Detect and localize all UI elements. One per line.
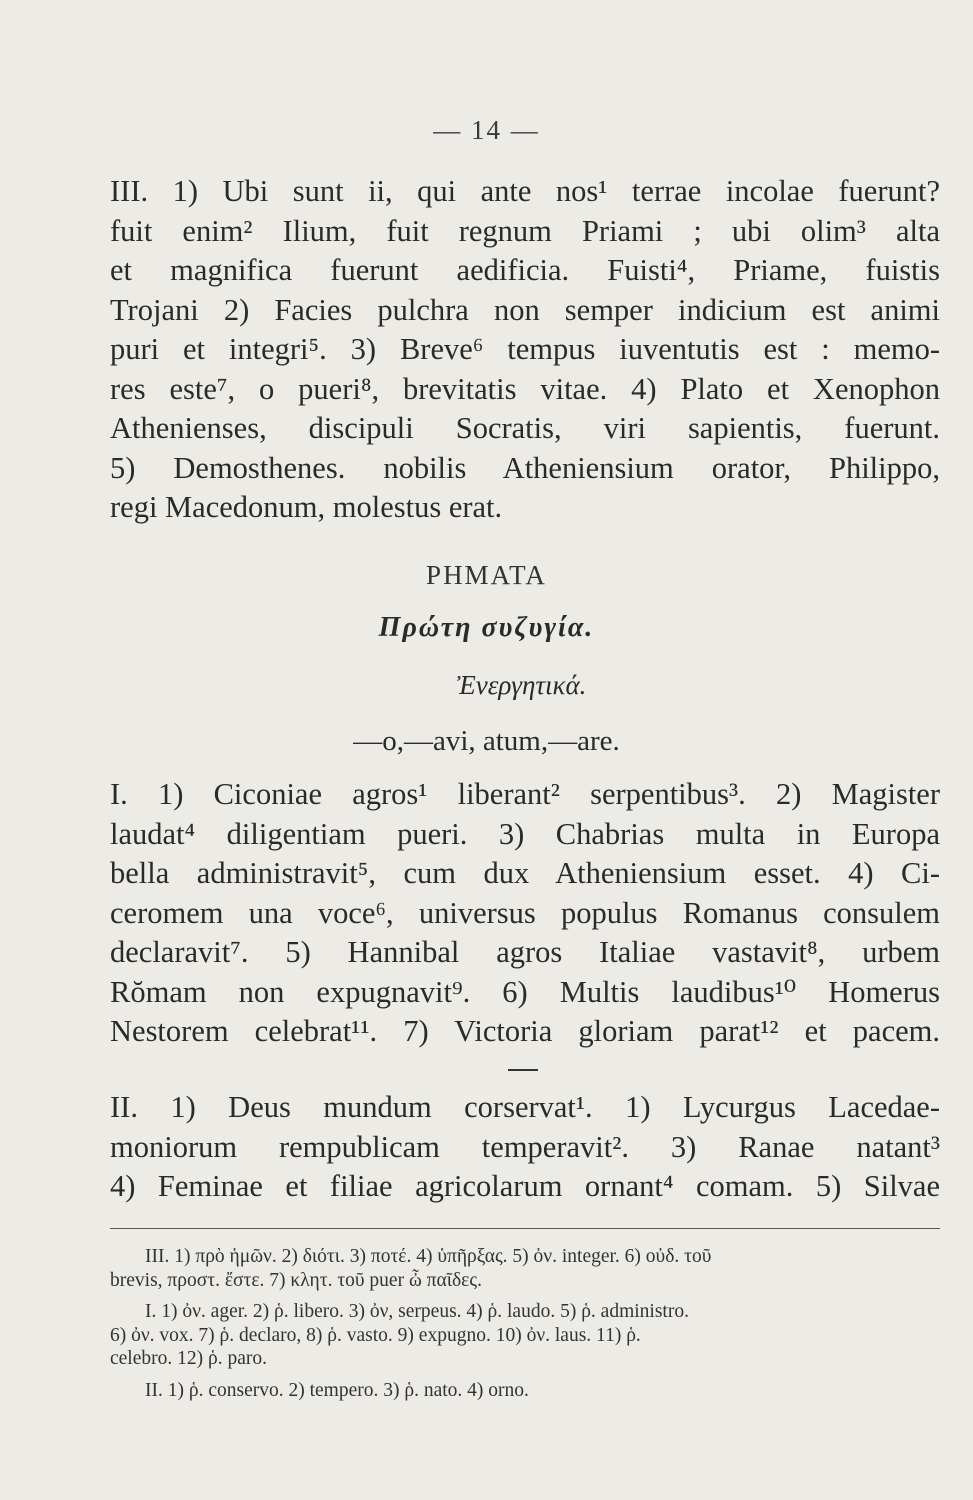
- text-line: Trojani 2) Facies pulchra non semper indicium est animi: [110, 292, 940, 327]
- text-line: 4) Feminae et filiae agricolarum ornant⁴ comam. 5) Silvae: [110, 1169, 940, 1203]
- exercise-I: [110, 775, 940, 1052]
- conjugation-endings: —o,—avi, atum,—are.: [353, 725, 620, 757]
- exercise-III: [110, 172, 940, 528]
- heading-rhemata: ΡΗΜΑΤΑ: [426, 560, 547, 590]
- exercise-II: [110, 1088, 940, 1207]
- text-line: regi Macedonum, molestus erat.: [110, 490, 503, 524]
- text-line: II. 1) Deus mundum corservat¹. 1) Lycurgus Lacedae-: [110, 1090, 940, 1124]
- footnote-line: II. 1) ῥ. conservo. 2) tempero. 3) ῥ. nato. 4) orno.: [145, 1379, 529, 1401]
- text-line: et magnifica fuerunt aedificia. Fuisti⁴, Priame, fuistis: [110, 253, 940, 287]
- heading-first-conjugation: Πρώτη συζυγία.: [378, 612, 595, 643]
- page-number: — 14 —: [433, 115, 540, 145]
- text-line: Athenienses, discipuli Socratis, viri sapientis, fuerunt.: [110, 411, 940, 445]
- text-line: Rŏmam non expugnavit⁹. 6) Multis laudibus¹⁰ Homerus: [110, 974, 940, 1009]
- text-line: bella administravit⁵, cum dux Atheniensium esset. 4) Ci-: [110, 856, 940, 890]
- footnote-line: I. 1) ὀν. ager. 2) ῥ. libero. 3) ὀν, serpeus. 4) ῥ. laudo. 5) ῥ. administro.: [145, 1301, 689, 1322]
- footnotes: [110, 1245, 940, 1402]
- footnote-line: 6) ὀν. vox. 7) ῥ. declaro, 8) ῥ. vasto. 9) expugno. 10) ὀν. laus. 11) ῥ.: [110, 1324, 641, 1346]
- text-line: ceromem una voce⁶, universus populus Romanus consulem: [110, 895, 940, 930]
- footnote-line: III. 1) πρὸ ἡμῶν. 2) διότι. 3) ποτέ. 4) ὑπῆρξας. 5) ὀν. integer. 6) οὐδ. τοῦ: [145, 1246, 712, 1267]
- heading-active-voice: Ἐνεργητικά.: [456, 670, 587, 700]
- text-line: puri et integri⁵. 3) Breve⁶ tempus iuventutis est : memo-: [110, 332, 940, 366]
- text-line: moniorum rempublicam temperavit². 3) Ranae natant³: [110, 1129, 940, 1164]
- text-line: declaravit⁷. 5) Hannibal agros Italiae vastavit⁸, urbem: [110, 935, 940, 969]
- footnote-line: celebro. 12) ῥ. paro.: [110, 1348, 267, 1369]
- text-line: 5) Demosthenes. nobilis Atheniensium orator, Philippo,: [110, 450, 940, 485]
- text-line: res este⁷, o pueri⁸, brevitatis vitae. 4) Plato et Xenophon: [110, 371, 940, 406]
- footnote-line: brevis, προστ. ἔστε. 7) κλητ. τοῦ puer ὦ παῖδες.: [110, 1269, 482, 1291]
- text-line: III. 1) Ubi sunt ii, qui ante nos¹ terrae incolae fuerunt?: [110, 174, 940, 208]
- footnote-rule: [110, 1228, 940, 1229]
- text-line: fuit enim² Ilium, fuit regnum Priami ; ubi olim³ alta: [110, 213, 940, 248]
- text-line: I. 1) Ciconiae agros¹ liberant² serpentibus³. 2) Magister: [110, 777, 940, 811]
- section-divider: [508, 1069, 538, 1071]
- text-line: laudat⁴ diligentiam pueri. 3) Chabrias multa in Europa: [110, 816, 940, 851]
- text-line: Nestorem celebrat¹¹. 7) Victoria gloriam parat¹² et pacem.: [110, 1014, 940, 1048]
